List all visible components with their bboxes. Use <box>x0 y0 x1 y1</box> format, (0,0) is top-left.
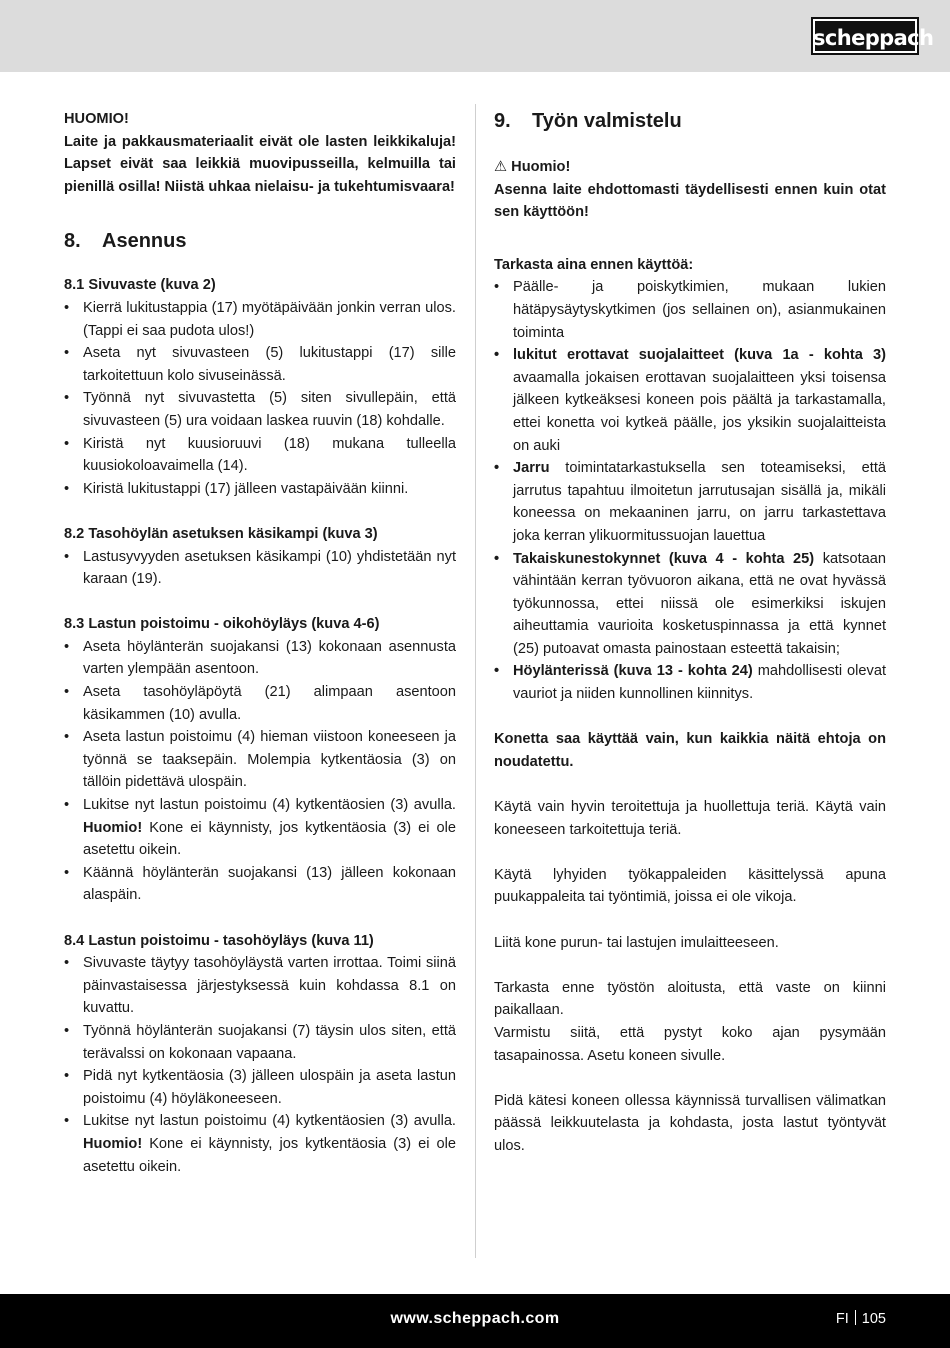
item-text: toimintatarkastuksella sen toteamiseksi, että jarrutus tapahtuu ilmoitetun jarrutusajan sisällä ja, mikäli koneessa on mekaaninen jarru, on jarru tarkastettava joka kerran ylikuormitussuojan lauettua <box>513 460 886 544</box>
website-link[interactable]: www.scheppach.com <box>390 1310 560 1327</box>
page-number: 105 <box>861 1311 886 1327</box>
item-bold: lukitut erottavat suojalaitteet (kuva 1a - kohta 3) <box>513 347 886 364</box>
instruction-list <box>64 297 456 500</box>
list-item <box>494 344 886 457</box>
paragraph: Käytä vain hyvin teroitettuja ja huollettuja teriä. Käytä vain koneeseen tarkoitettuja teriä. <box>494 799 886 838</box>
subsection-title: 8.4 Lastun poistoimu - tasohöyläys (kuva 11) <box>64 932 374 949</box>
list-item: • Käännä höylänterän suojakansi (13) jälleen kokonaan alaspäin. <box>64 862 456 907</box>
item-bold: Takaiskunestokynnet (kuva 4 - kohta 25) <box>513 550 815 567</box>
list-item: • Aseta tasohöyläpöytä (21) alimpaan asentoon käsikammen (10) avulla. <box>64 681 456 726</box>
column-divider <box>475 104 476 1258</box>
paragraph: Varmistu siitä, että pystyt koko ajan pysymään tasapainossa. Asetu koneen sivulle. <box>494 1024 886 1064</box>
item-bold: Jarru <box>513 460 550 477</box>
list-item <box>494 457 886 547</box>
subsection-title: 8.3 Lastun poistoimu - oikohöyläys (kuva 4-6) <box>64 616 380 633</box>
instruction-list <box>64 636 456 907</box>
section-number: 8. <box>64 230 81 253</box>
list-item: • Työnnä nyt sivuvastetta (5) siten sivullepäin, että sivuvasteen (5) ura voidaan laskea ruuvin (18) kohdalle. <box>64 387 456 432</box>
page-separator <box>855 1310 856 1325</box>
footer-bar <box>0 1294 950 1348</box>
list-item: • Sivuvaste täytyy tasohöyläystä varten irrottaa. Toimi siinä päinvastaisessa järjestyksessä kuin kohdassa 8.1 on kuvattu. <box>64 952 456 1020</box>
list-item: • Aseta lastun poistoimu (4) hieman viistoon koneeseen ja työnnä se taaksepäin. Molempia kytkentäosia (3) on tällöin pidettävä ulospäin. <box>64 726 456 794</box>
check-title: Tarkasta aina ennen käyttöä: <box>494 256 694 273</box>
warning-text: Asenna laite ehdottomasti täydellisesti ennen kuin otat sen käyttöön! <box>494 181 886 221</box>
instruction-list <box>64 546 456 591</box>
item-text: Lukitse nyt lastun poistoimu (4) kytkentäosien (3) avulla. <box>83 797 456 814</box>
section-heading-8 <box>64 228 456 254</box>
warning-label: Huomio! <box>511 159 571 175</box>
right-column <box>494 108 886 1158</box>
item-text: mahdollisesti olevat vauriot ja niiden kunnollinen kiinnitys. <box>513 663 886 703</box>
item-text: Kone ei käynnisty, jos kytkentäosia (3) ei ole asetettu oikein. <box>83 1135 456 1175</box>
paragraph: Liitä kone purun- tai lastujen imulaitteeseen. <box>494 934 779 951</box>
scheppach-logo: scheppach <box>811 17 919 55</box>
list-item: • Lastusyvyyden asetuksen käsikampi (10) yhdistetään nyt karaan (19). <box>64 546 456 591</box>
header-band <box>0 0 950 72</box>
inline-warning: Huomio! <box>83 1135 143 1152</box>
section-heading-9 <box>494 108 886 134</box>
item-text: Kone ei käynnisty, jos kytkentäosia (3) ei ole asetettu oikein. <box>83 819 456 859</box>
list-item: • Aseta höylänterän suojakansi (13) kokonaan asennusta varten ylempään asentoon. <box>64 636 456 681</box>
warning-text: Laite ja pakkausmateriaalit eivät ole lasten leikkikaluja! Lapset eivät saa leikkiä muovipusseilla, kelmuilla tai pienillä osilla! Niistä uhkaa nielaisu- ja tukehtumisvaara! <box>64 133 456 195</box>
paragraph: Käytä lyhyiden työkappaleiden käsittelyssä apuna puukappaleita tai työntimiä, joissa ei ole vikoja. <box>494 866 886 906</box>
page-indicator <box>836 1294 886 1344</box>
section-title: Asennus <box>102 230 187 253</box>
list-item <box>64 794 456 862</box>
list-item: • Kiristä nyt kuusioruuvi (18) mukana tulleella kuusiokoloavaimella (14). <box>64 433 456 478</box>
section-number: 9. <box>494 110 511 132</box>
list-item: • Kierrä lukitustappia (17) myötäpäivään jonkin verran ulos. (Tappi ei saa pudota ulos!) <box>64 297 456 342</box>
list-item: • Pidä nyt kytkentäosia (3) jälleen ulospäin ja aseta lastun poistoimu (4) höyläkoneeseen. <box>64 1065 456 1110</box>
paragraph: Tarkasta enne työstön aloitusta, että vaste on kiinni paikallaan. <box>494 979 886 1019</box>
conditions-note: Konetta saa käyttää vain, kun kaikkia näitä ehtoja on noudatettu. <box>494 731 886 770</box>
list-item <box>494 548 886 661</box>
list-item <box>494 660 886 705</box>
warning-title <box>494 156 886 179</box>
list-item: • Työnnä höylänterän suojakansi (7) täysin ulos siten, että terävalssi on kokonaan vapaana. <box>64 1020 456 1065</box>
subsection-title: 8.1 Sivuvaste (kuva 2) <box>64 277 216 294</box>
list-item <box>64 1110 456 1178</box>
warning-triangle-icon: ⚠ <box>494 159 508 175</box>
language-code: FI <box>835 1311 849 1327</box>
item-bold: Höylänterissä (kuva 13 - kohta 24) <box>513 663 753 680</box>
instruction-list <box>64 952 456 1178</box>
item-text: katsotaan vähintään kerran työvuoron aikana, että ne ovat hyvässä työkunnossa, ettei niissä ole esimerkiksi iskujen aiheuttamia vaurioita kosketuspinnassa ja että kynnet (25) putoavat omasta painostaan esteettä takaisin; <box>513 550 886 657</box>
inline-warning: Huomio! <box>83 819 143 836</box>
item-text: avaamalla jokaisen erottavan suojalaitteen yksi toisensa jälkeen kytkeäksesi koneen pois päältä ja tarkastamalla, ettei konetta voi kytkeä päälle, jos yksikin suojalaitteista on auki <box>513 369 886 454</box>
left-column <box>64 108 456 1178</box>
list-item: • Aseta nyt sivuvasteen (5) lukitustappi (17) sille tarkoitettuun kolo sivuseinässä. <box>64 342 456 387</box>
item-text: Lukitse nyt lastun poistoimu (4) kytkentäosien (3) avulla. <box>83 1113 456 1130</box>
list-item: • Kiristä lukitustappi (17) jälleen vastapäivään kiinni. <box>64 478 456 501</box>
subsection-title: 8.2 Tasohöylän asetuksen käsikampi (kuva 3) <box>64 525 378 542</box>
warning-title: HUOMIO! <box>64 111 129 127</box>
section-title: Työn valmistelu <box>532 110 682 132</box>
list-item: • Päälle- ja poiskytkimien, mukaan lukien hätäpysäytyskytkimen (jos sellainen on), asianmukainen toiminta <box>494 276 886 344</box>
paragraph: Pidä kätesi koneen ollessa käynnissä turvallisen välimatkan päässä leikkuutelasta ja kohdasta, josta lastut työntyvät ulos. <box>494 1092 886 1154</box>
check-list <box>494 276 886 705</box>
